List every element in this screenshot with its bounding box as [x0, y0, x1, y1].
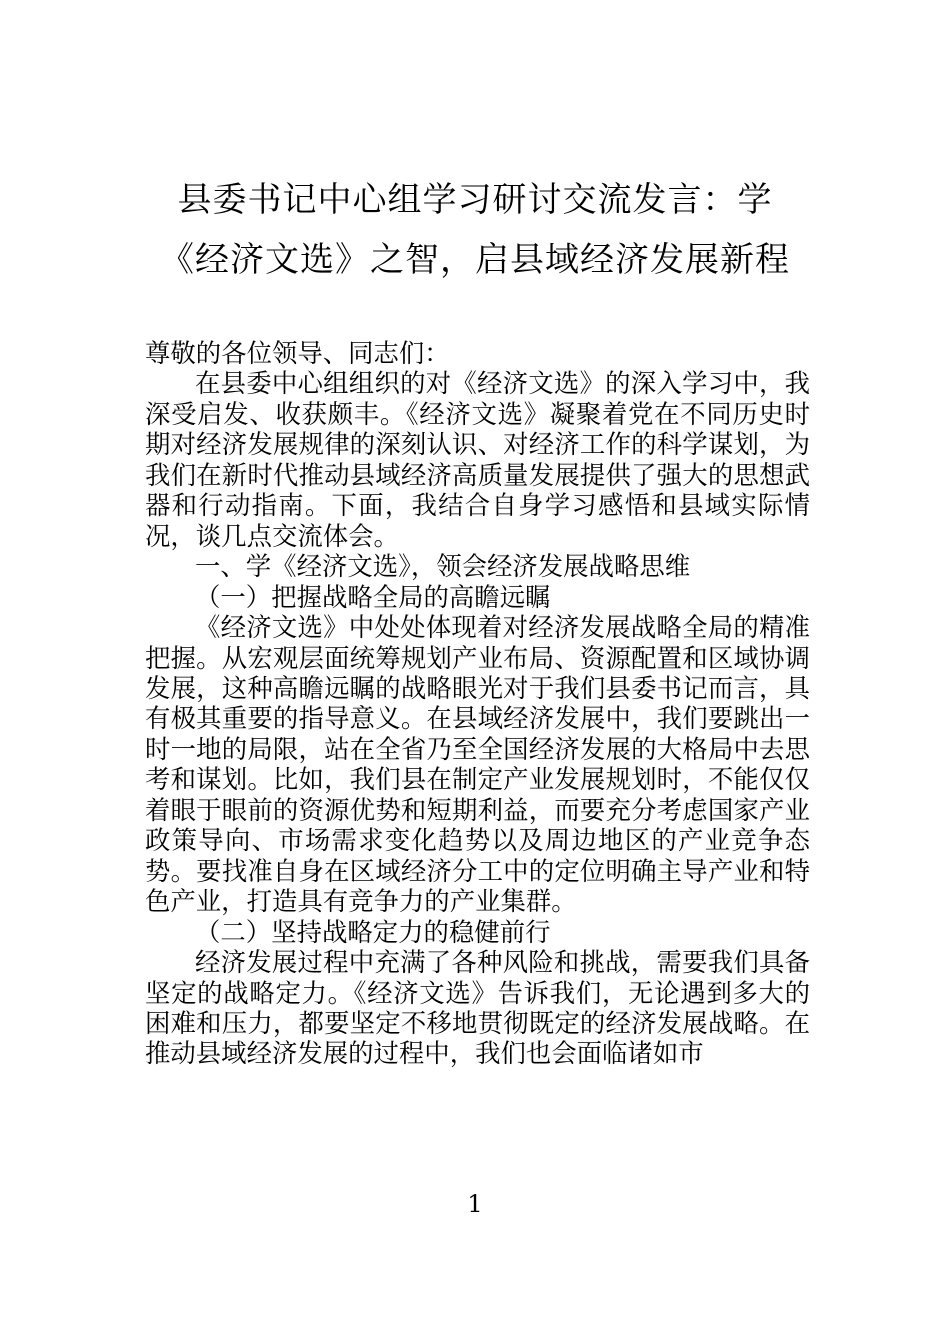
page-number: 1 [467, 1190, 483, 1218]
subsection-heading-1: （一）把握战略全局的高瞻远瞩 [195, 581, 551, 612]
salutation: 尊敬的各位领导、同志们： [145, 338, 450, 368]
subsection-paragraph-2: 经济发展过程中充满了各种风险和挑战，需要我们具备坚定的战略定力。《经济文选》告诉我们，无论遇到多大的困难和压力，都要坚定不移地贯彻既定的经济发展战略。在推动县域经济发展的过程中，我们也会面临诸如市 [145, 947, 810, 1069]
document-body [145, 338, 810, 1069]
subsection-paragraph-1: 《经济文选》中处处体现着对经济发展战略全局的精准把握。从宏观层面统筹规划产业布局、资源配置和区域协调发展，这种高瞻远瞩的战略眼光对于我们县委书记而言，具有极其重要的指导意义。在县域经济发展中，我们要跳出一时一地的局限，站在全省乃至全国经济发展的大格局中去思考和谋划。比如，我们县在制定产业发展规划时，不能仅仅着眼于眼前的资源优势和短期利益，而要充分考虑国家产业政策导向、市场需求变化趋势以及周边地区的产业竞争态势。要找准自身在区域经济分工中的定位明确主导产业和特色产业，打造具有竞争力的产业集群。 [145, 612, 810, 917]
section-heading-1: 一、学《经济文选》，领会经济发展战略思维 [195, 551, 691, 582]
subsection-heading-2: （二）坚持战略定力的稳健前行 [195, 916, 551, 947]
title-line-1: 县委书记中心组学习研讨交流发言：学 [177, 180, 773, 220]
title-line-2: 《经济文选》之智，启县域经济发展新程 [160, 240, 790, 280]
document-title [100, 170, 850, 290]
intro-paragraph: 在县委中心组组织的对《经济文选》的深入学习中，我深受启发、收获颇丰。《经济文选》凝聚着党在不同历史时期对经济发展规律的深刻认识、对经济工作的科学谋划，为我们在新时代推动县域经济高质量发展提供了强大的思想武器和行动指南。下面，我结合自身学习感悟和县域实际情况，谈几点交流体会。 [145, 368, 810, 551]
